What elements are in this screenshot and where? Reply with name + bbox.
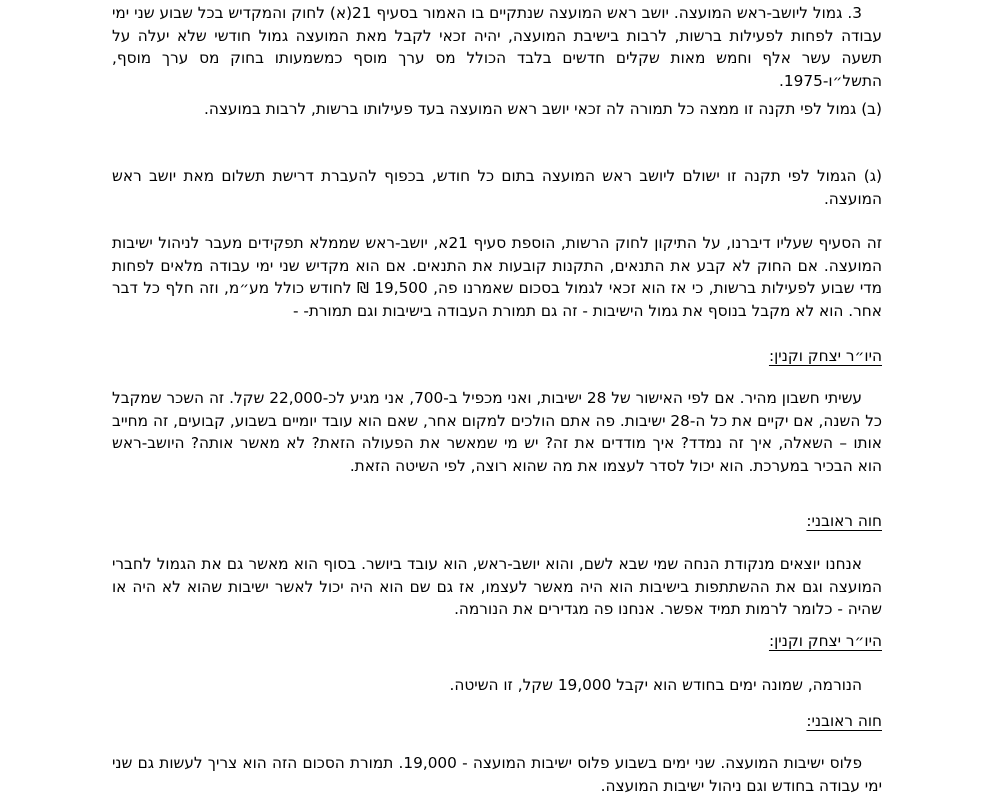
- speech-paragraph: פלוס ישיבות המועצה. שני ימים בשבוע פלוס ישיבות המועצה - 19,000. תמורת הסכום הזה הוא צריך לעשות גם שני ימי עבודה בחודש וגם ניהול ישיבות המועצה.: [112, 754, 882, 795]
- speech-paragraph: עשיתי חשבון מהיר. אם לפי האישור של 28 ישיבות, ואני מכפיל ב-700, אני מגיע לכ-22,000 שקל. זה השכר שמקבל כל השנה, אם יקיים את כל ה-28 ישיבות. פה אתם הולכים למקום אחר, שאם הוא עובד יומיים בשבוע, קבועים, זה מחייב אותו – השאלה, איך זה נמדד? איך מודדים את זה? יש מי שמאשר את הפעולה הזאת? לא מאשר אותה? היושב-ראש הוא הבכיר במערכת. הוא יכול לסדר לעצמו את מה שהוא רוצה, לפי השיטה הזאת.: [112, 389, 883, 475]
- explanation-paragraph: זה הסעיף שעליו דיברנו, על התיקון לחוק הרשות, הוספת סעיף 21א, יושב-ראש שממלא תפקידים מעבר לניהול ישיבות המועצה. אם החוק לא קבע את התנאים, התקנות קובעות את התנאים. אם הוא מקדיש שני ימי עבודה מלאים לפחות מדי שבוע לפעילות ברשות, כי אז הוא זכאי לגמול בסכום שאמרנו פה, 19,500 ₪ לחודש כולל מע״מ, וזה חלף כל דבר אחר. הוא לא מקבל בנוסף את גמול הישיבות - זה גם תמורת העבודה בישיבות וגם תמורת- -: [112, 234, 882, 320]
- regulation-paragraph-3: 3. גמול ליושב-ראש המועצה. יושב ראש המועצה שנתקיים בו האמור בסעיף 21(א) לחוק והמקדיש בכל שבוע שני ימי עבודה לפחות לפעילות ברשות, לרבות בישיבת המועצה, יהיה זכאי לקבל מאת המועצה גמול חודשי שלא יעלה על תשעה עשר אלף וחמש מאות שקלים חדשים בלבד הכולל מס ערך מוסף כמשמעותו בחוק מס ערך מוסף, התשל״ו-1975.: [112, 4, 882, 90]
- speaker-heading: חוה ראובני:: [806, 512, 882, 530]
- speech-paragraph: אנחנו יוצאים מנקודת הנחה שמי שבא לשם, והוא יושב-ראש, הוא עובד ביושר. בסוף הוא מאשר גם את הגמול לחברי המועצה וגם את ההשתתפות בישיבות הוא היה מאשר לעצמו, אז גם שם הוא היה יכול לאשר ישיבות שהוא לא היה או שהיה - כלומר לרמות תמיד אפשר. אנחנו פה מגדירים את הנורמה.: [112, 555, 882, 618]
- speaker-heading: היו״ר יצחק וקנין:: [768, 347, 882, 365]
- speech-paragraph: הנורמה, שמונה ימים בחודש הוא יקבל 19,000 שקל, זו השיטה.: [449, 676, 862, 694]
- speaker-heading: היו״ר יצחק וקנין:: [768, 632, 882, 650]
- speaker-heading: חוה ראובני:: [806, 712, 882, 730]
- regulation-paragraph-c: (ג) הגמול לפי תקנה זו ישולם ליושב ראש המועצה בתום כל חודש, בכפוף להעברת דרישת תשלום מאת יושב ראש המועצה.: [112, 167, 882, 208]
- regulation-paragraph-b: (ב) גמול לפי תקנה זו ממצה כל תמורה לה זכאי יושב ראש המועצה בעד פעילותו ברשות, לרבות במועצה.: [203, 100, 882, 118]
